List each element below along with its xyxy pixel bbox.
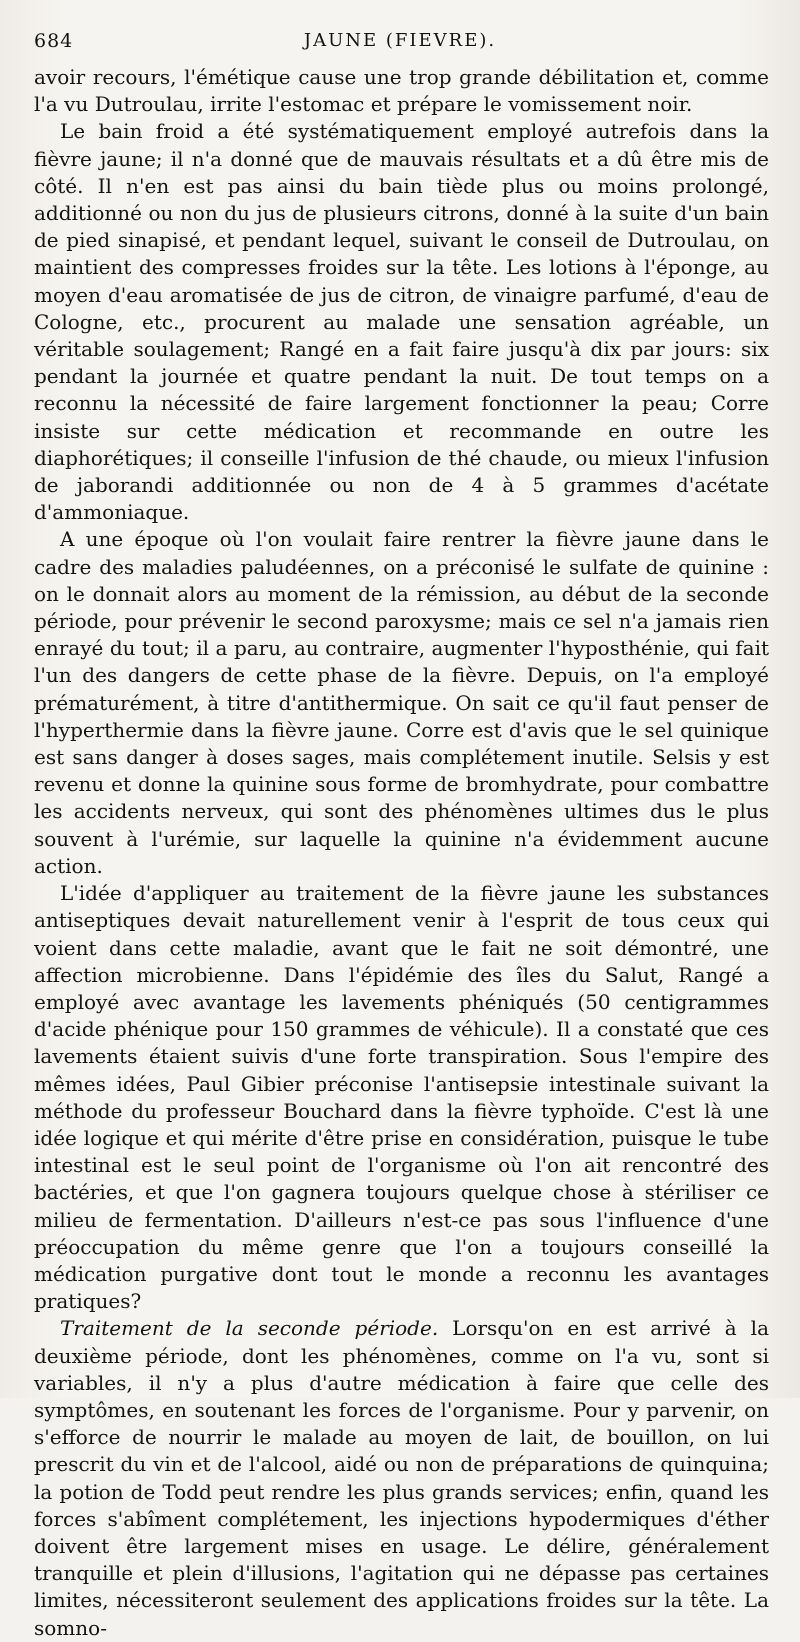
paragraph-1 — [34, 64, 769, 118]
paragraph-text: L'idée d'appliquer au traitement de la fièvre jaune les substances antiseptiques devait naturellement venir à l'esprit de tous ceux qui voient dans cette maladie, avant que le fait ne soit démontré, une affection microbienne. Dans l'épidémie des îles du Salut, Rangé a employé avec avantage les lavements phéniqués (50 centigrammes d'acide phénique pour 150 grammes de véhicule). Il a constaté que ces lavements étaient suivis d'une forte transpiration. Sous l'empire des mêmes idées, Paul Gibier préconise l'antisepsie intestinale suivant la méthode du professeur Bouchard dans la fièvre typhoïde. C'est là une idée logique et qui mérite d'être prise en considération, puisque le tube intestinal est le seul point de l'organisme où l'on ait rencontré des bactéries, et que l'on gagnera toujours quelque chose à stériliser ce milieu de fermentation. D'ailleurs n'est-ce pas sous l'influence d'une préoccupation du même genre que l'on a toujours conseillé la médication purgative dont tout le monde a reconnu les avantages pratiques? — [34, 881, 769, 1314]
paragraph-text: Le bain froid a été systématiquement employé autrefois dans la fièvre jaune; il n'a donné que de mauvais résultats et a dû être mis de côté. Il n'en est pas ainsi du bain tiède plus ou moins prolongé, additionné ou non du jus de plusieurs citrons, donné à la suite d'un bain de pied sinapisé, et pendant lequel, suivant le conseil de Dutroulau, on maintient des compresses froides sur la tête. Les lotions à l'éponge, au moyen d'eau aromatisée de jus de citron, de vinaigre parfumé, d'eau de Cologne, etc., procurent au malade une sensation agréable, un véritable soulagement; Rangé en a fait faire jusqu'à dix par jours: six pendant la journée et quatre pendant la nuit. De tout temps on a reconnu la nécessité de faire largement fonctionner la peau; Corre insiste sur cette médication et recommande en outre les diaphorétiques; il conseille l'infusion de thé chaude, ou mieux l'infusion de jaborandi additionnée ou non de 4 à 5 grammes d'acétate d'ammoniaque. — [34, 119, 769, 525]
paragraph-4 — [34, 880, 769, 1315]
paragraph-2 — [34, 118, 769, 526]
running-title: JAUNE (FIEVRE). — [303, 30, 497, 51]
paragraph-5 — [34, 1315, 769, 1641]
paragraph-text: Lorsqu'on en est arrivé à la deuxième période, dont les phénomènes, comme on l'a vu, sont si variables, il n'y a plus d'autre médication à faire que celle des symptômes, en soutenant les forces de l'organisme. Pour y parvenir, on s'efforce de nourrir le malade au moyen de lait, de bouillon, on lui prescrit du vin et de l'alcool, aidé ou non de préparations de quinquina; la potion de Todd peut rendre les plus grands services; enfin, quand les forces s'abîment complétement, les injections hypodermiques d'éther doivent être largement mises en usage. Le délire, généralement tranquille et plein d'illusions, l'agitation qui ne dépasse pas certaines limites, nécessiteront seulement des applications froides sur la tête. La somno- — [34, 1316, 769, 1640]
paragraph-text: A une époque où l'on voulait faire rentrer la fièvre jaune dans le cadre des maladies paludéennes, on a préconisé le sulfate de quinine : on le donnait alors au moment de la rémission, au début de la seconde période, pour prévenir le second paroxysme; mais ce sel n'a jamais rien enrayé du tout; il a paru, au contraire, augmenter l'hyposthénie, qui fait l'un des dangers de cette phase de la fièvre. Depuis, on l'a employé prématurément, à titre d'antithermique. On sait ce qu'il faut penser de l'hyperthermie dans la fièvre jaune. Corre est d'avis que le sel quinique est sans danger à doses sages, mais complétement inutile. Selsis y est revenu et donne la quinine sous forme de bromhydrate, pour combattre les accidents nerveux, qui sont des phénomènes ultimes dus le plus souvent à l'urémie, sur laquelle la quinine n'a évidemment aucune action. — [34, 527, 769, 878]
body-text — [34, 64, 769, 1642]
paragraph-text: avoir recours, l'émétique cause une trop grande débilitation et, comme l'a vu Dutroulau, irrite l'estomac et prépare le vomissement noir. — [34, 65, 769, 117]
page-header — [34, 30, 766, 60]
paragraph-3 — [34, 526, 769, 880]
section-lead: Traitement de la seconde période. — [60, 1316, 439, 1341]
page-number: 684 — [34, 30, 74, 52]
